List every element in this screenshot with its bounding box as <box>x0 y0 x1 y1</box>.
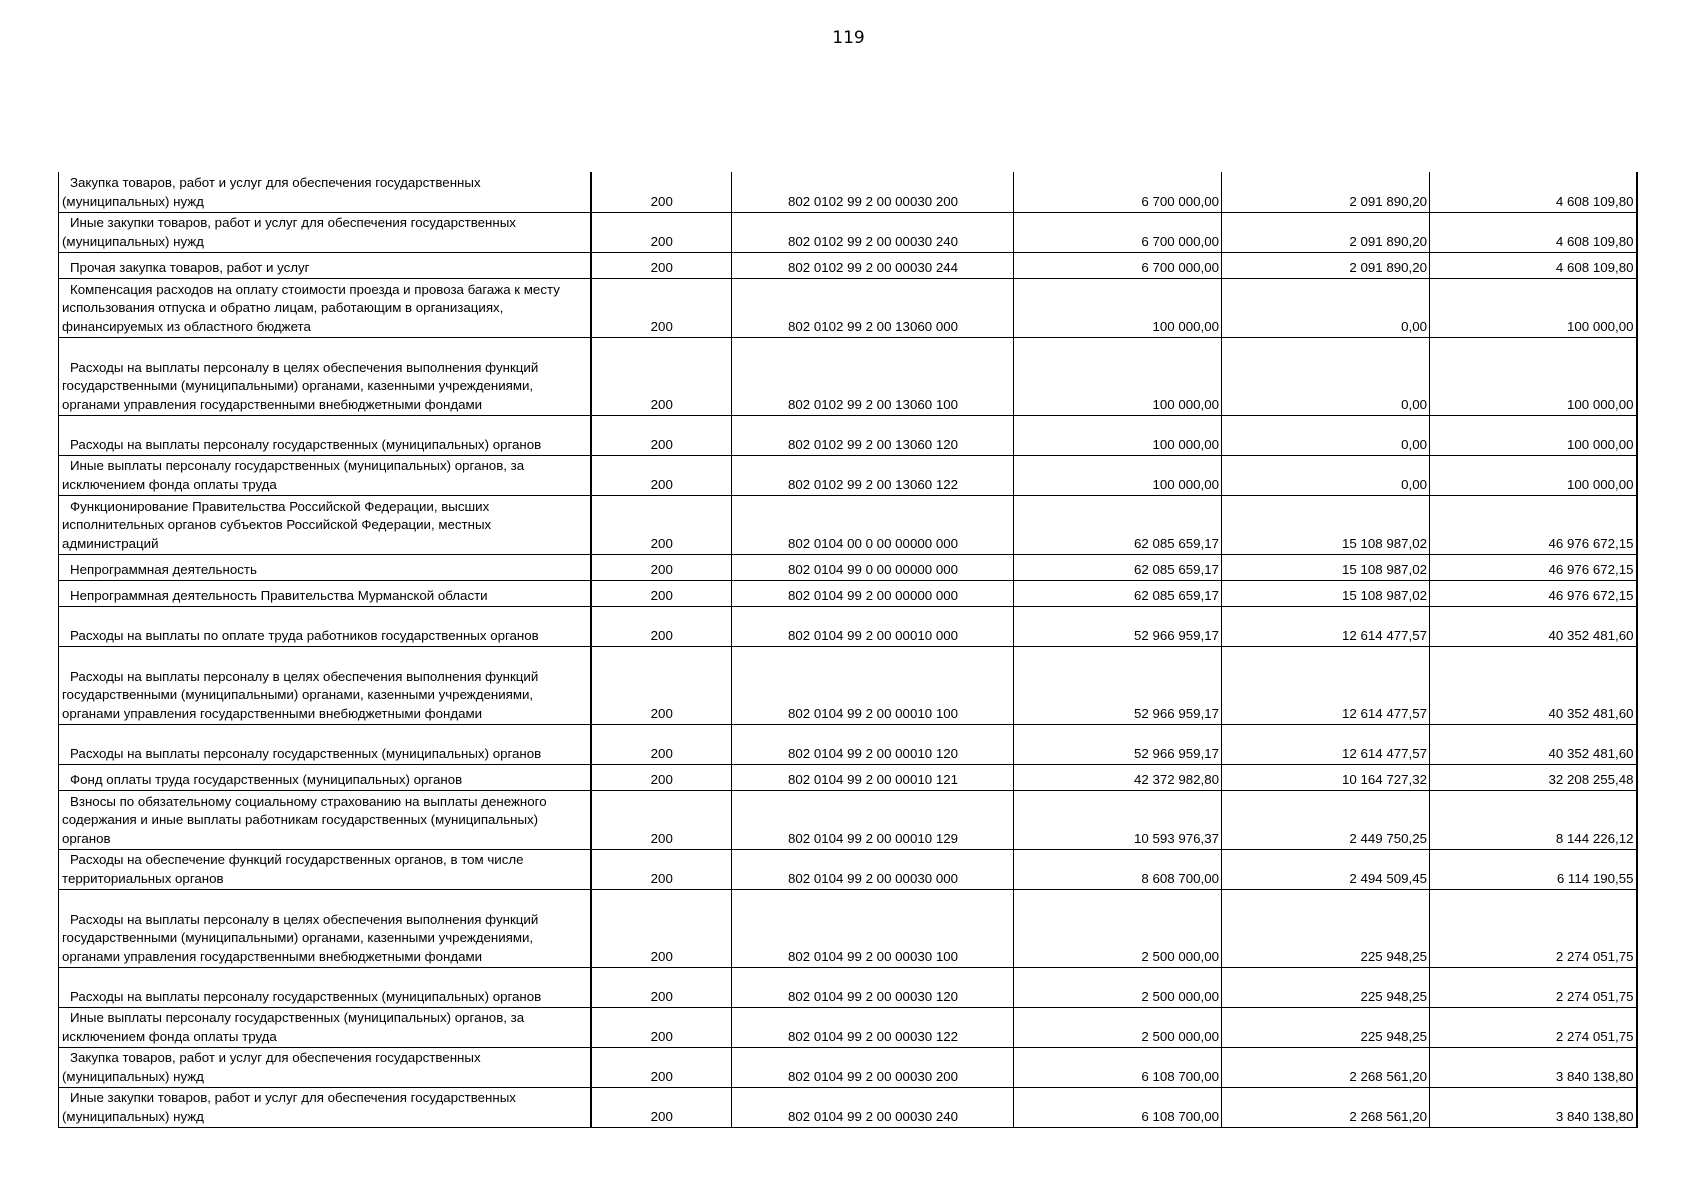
row-name-cell <box>59 337 591 415</box>
table-row <box>59 337 1637 415</box>
row-name-cell <box>59 554 591 580</box>
table-row <box>59 278 1637 337</box>
row-exec-cell: 2 268 561,20 <box>1222 1087 1430 1127</box>
row-plan-cell: 10 593 976,37 <box>1014 790 1222 849</box>
row-code-cell: 200 <box>591 1087 732 1127</box>
row-name-text: Компенсация расходов на оплату стоимости проезда и провоза багажа к месту использования отпуска и обратно лицам, работающим в организациях, финансируемых из областного бюджета <box>62 281 560 334</box>
row-exec-cell: 225 948,25 <box>1222 967 1430 1007</box>
table-row <box>59 849 1637 889</box>
row-plan-cell: 62 085 659,17 <box>1014 495 1222 554</box>
row-rest-cell: 32 208 255,48 <box>1430 764 1637 790</box>
row-code-cell: 200 <box>591 1007 732 1047</box>
row-name-text: Закупка товаров, работ и услуг для обеспечения государственных (муниципальных) нужд <box>62 1050 481 1084</box>
table-row <box>59 889 1637 967</box>
row-kbk-cell: 802 0104 99 2 00 00010 000 <box>732 606 1014 646</box>
row-plan-cell: 2 500 000,00 <box>1014 967 1222 1007</box>
row-rest-cell: 2 274 051,75 <box>1430 1007 1637 1047</box>
row-name-text: Расходы на выплаты персоналу государственных (муниципальных) органов <box>70 745 542 761</box>
row-name-text: Расходы на выплаты по оплате труда работников государственных органов <box>70 627 539 643</box>
row-name-text: Расходы на выплаты персоналу государственных (муниципальных) органов <box>70 436 542 452</box>
row-exec-cell: 15 108 987,02 <box>1222 580 1430 606</box>
row-kbk-cell: 802 0104 99 2 00 00030 120 <box>732 967 1014 1007</box>
row-exec-cell: 12 614 477,57 <box>1222 724 1430 764</box>
row-name-text: Прочая закупка товаров, работ и услуг <box>70 259 310 275</box>
table-row <box>59 606 1637 646</box>
row-name-text: Иные выплаты персоналу государственных (муниципальных) органов, за исключением фонда оплаты труда <box>62 458 525 492</box>
row-name-text: Функционирование Правительства Российской Федерации, высших исполнительных органов субъектов Российской Федерации, местных администраций <box>62 498 492 551</box>
row-rest-cell: 2 274 051,75 <box>1430 889 1637 967</box>
row-name-cell <box>59 1087 591 1127</box>
row-rest-cell: 3 840 138,80 <box>1430 1047 1637 1087</box>
row-plan-cell: 62 085 659,17 <box>1014 580 1222 606</box>
row-code-cell: 200 <box>591 554 732 580</box>
row-kbk-cell: 802 0104 99 2 00 00010 129 <box>732 790 1014 849</box>
row-rest-cell: 4 608 109,80 <box>1430 172 1637 212</box>
row-rest-cell: 40 352 481,60 <box>1430 646 1637 724</box>
row-plan-cell: 52 966 959,17 <box>1014 646 1222 724</box>
table-row <box>59 764 1637 790</box>
row-name-text: Непрограммная деятельность <box>70 561 257 577</box>
row-exec-cell: 2 494 509,45 <box>1222 849 1430 889</box>
row-plan-cell: 42 372 982,80 <box>1014 764 1222 790</box>
row-exec-cell: 15 108 987,02 <box>1222 554 1430 580</box>
row-code-cell: 200 <box>591 646 732 724</box>
row-exec-cell: 225 948,25 <box>1222 889 1430 967</box>
row-name-cell <box>59 252 591 278</box>
row-rest-cell: 100 000,00 <box>1430 415 1637 455</box>
row-name-cell <box>59 455 591 495</box>
row-name-cell <box>59 278 591 337</box>
table-row <box>59 554 1637 580</box>
row-code-cell: 200 <box>591 606 732 646</box>
row-rest-cell: 40 352 481,60 <box>1430 724 1637 764</box>
row-exec-cell: 2 091 890,20 <box>1222 172 1430 212</box>
row-code-cell: 200 <box>591 849 732 889</box>
row-plan-cell: 6 108 700,00 <box>1014 1047 1222 1087</box>
row-exec-cell: 12 614 477,57 <box>1222 646 1430 724</box>
table-row <box>59 415 1637 455</box>
row-plan-cell: 2 500 000,00 <box>1014 1007 1222 1047</box>
row-exec-cell: 15 108 987,02 <box>1222 495 1430 554</box>
row-name-cell <box>59 495 591 554</box>
row-plan-cell: 100 000,00 <box>1014 415 1222 455</box>
table-body <box>59 172 1637 1127</box>
row-kbk-cell: 802 0104 99 2 00 00030 000 <box>732 849 1014 889</box>
row-name-text: Расходы на выплаты персоналу в целях обеспечения выполнения функций государственными (муниципальными) органами, казенными учреждениями, органами управления государственными внебюджетными фондами <box>62 668 539 721</box>
row-rest-cell: 40 352 481,60 <box>1430 606 1637 646</box>
row-name-text: Расходы на выплаты персоналу государственных (муниципальных) органов <box>70 988 542 1004</box>
row-kbk-cell: 802 0104 99 2 00 00030 122 <box>732 1007 1014 1047</box>
row-rest-cell: 100 000,00 <box>1430 278 1637 337</box>
table-row <box>59 790 1637 849</box>
table-row <box>59 252 1637 278</box>
row-name-cell <box>59 415 591 455</box>
row-kbk-cell: 802 0102 99 2 00 00030 244 <box>732 252 1014 278</box>
row-name-cell <box>59 889 591 967</box>
row-code-cell: 200 <box>591 172 732 212</box>
table-row <box>59 646 1637 724</box>
row-kbk-cell: 802 0102 99 2 00 13060 000 <box>732 278 1014 337</box>
table-row <box>59 495 1637 554</box>
row-plan-cell: 2 500 000,00 <box>1014 889 1222 967</box>
row-plan-cell: 100 000,00 <box>1014 278 1222 337</box>
row-kbk-cell: 802 0104 99 2 00 00030 200 <box>732 1047 1014 1087</box>
row-kbk-cell: 802 0104 99 0 00 00000 000 <box>732 554 1014 580</box>
row-exec-cell: 0,00 <box>1222 415 1430 455</box>
table-row <box>59 1047 1637 1087</box>
row-rest-cell: 8 144 226,12 <box>1430 790 1637 849</box>
row-rest-cell: 6 114 190,55 <box>1430 849 1637 889</box>
row-name-text: Расходы на выплаты персоналу в целях обеспечения выполнения функций государственными (муниципальными) органами, казенными учреждениями, органами управления государственными внебюджетными фондами <box>62 359 539 412</box>
row-plan-cell: 62 085 659,17 <box>1014 554 1222 580</box>
row-rest-cell: 46 976 672,15 <box>1430 580 1637 606</box>
row-plan-cell: 6 700 000,00 <box>1014 252 1222 278</box>
row-code-cell: 200 <box>591 967 732 1007</box>
row-name-text: Иные выплаты персоналу государственных (муниципальных) органов, за исключением фонда оплаты труда <box>62 1010 525 1044</box>
row-code-cell: 200 <box>591 764 732 790</box>
row-name-text: Расходы на выплаты персоналу в целях обеспечения выполнения функций государственными (муниципальными) органами, казенными учреждениями, органами управления государственными внебюджетными фондами <box>62 911 539 964</box>
row-rest-cell: 3 840 138,80 <box>1430 1087 1637 1127</box>
row-rest-cell: 2 274 051,75 <box>1430 967 1637 1007</box>
table-row <box>59 580 1637 606</box>
row-kbk-cell: 802 0102 99 2 00 13060 122 <box>732 455 1014 495</box>
row-code-cell: 200 <box>591 580 732 606</box>
row-name-text: Иные закупки товаров, работ и услуг для обеспечения государственных (муниципальных) нужд <box>62 215 516 249</box>
table-row <box>59 1007 1637 1047</box>
row-name-cell <box>59 646 591 724</box>
row-exec-cell: 12 614 477,57 <box>1222 606 1430 646</box>
row-exec-cell: 2 091 890,20 <box>1222 252 1430 278</box>
row-name-cell <box>59 172 591 212</box>
row-exec-cell: 225 948,25 <box>1222 1007 1430 1047</box>
row-kbk-cell: 802 0102 99 2 00 13060 120 <box>732 415 1014 455</box>
row-code-cell: 200 <box>591 252 732 278</box>
row-kbk-cell: 802 0104 99 2 00 00000 000 <box>732 580 1014 606</box>
row-exec-cell: 2 268 561,20 <box>1222 1047 1430 1087</box>
row-code-cell: 200 <box>591 495 732 554</box>
row-name-text: Взносы по обязательному социальному страхованию на выплаты денежного содержания и иные выплаты работникам государственных (муниципальных) органов <box>62 793 547 846</box>
row-name-cell <box>59 724 591 764</box>
row-name-text: Фонд оплаты труда государственных (муниципальных) органов <box>70 771 463 787</box>
row-code-cell: 200 <box>591 455 732 495</box>
row-exec-cell: 0,00 <box>1222 278 1430 337</box>
row-exec-cell: 0,00 <box>1222 337 1430 415</box>
row-kbk-cell: 802 0104 99 2 00 00030 240 <box>732 1087 1014 1127</box>
row-name-cell <box>59 580 591 606</box>
row-plan-cell: 100 000,00 <box>1014 337 1222 415</box>
row-name-cell <box>59 967 591 1007</box>
row-code-cell: 200 <box>591 278 732 337</box>
row-kbk-cell: 802 0102 99 2 00 00030 240 <box>732 212 1014 252</box>
row-code-cell: 200 <box>591 337 732 415</box>
row-kbk-cell: 802 0104 99 2 00 00030 100 <box>732 889 1014 967</box>
row-rest-cell: 4 608 109,80 <box>1430 252 1637 278</box>
row-code-cell: 200 <box>591 790 732 849</box>
row-rest-cell: 4 608 109,80 <box>1430 212 1637 252</box>
table-row <box>59 212 1637 252</box>
budget-table <box>58 172 1638 1128</box>
row-name-text: Закупка товаров, работ и услуг для обеспечения государственных (муниципальных) нужд <box>62 175 481 209</box>
table-row <box>59 1087 1637 1127</box>
row-name-cell <box>59 1047 591 1087</box>
row-kbk-cell: 802 0104 99 2 00 00010 100 <box>732 646 1014 724</box>
row-kbk-cell: 802 0104 00 0 00 00000 000 <box>732 495 1014 554</box>
row-plan-cell: 6 700 000,00 <box>1014 172 1222 212</box>
row-code-cell: 200 <box>591 415 732 455</box>
row-plan-cell: 52 966 959,17 <box>1014 724 1222 764</box>
row-name-text: Расходы на обеспечение функций государственных органов, в том числе территориальных органов <box>62 852 524 886</box>
row-plan-cell: 6 108 700,00 <box>1014 1087 1222 1127</box>
row-exec-cell: 0,00 <box>1222 455 1430 495</box>
table-row <box>59 455 1637 495</box>
row-rest-cell: 100 000,00 <box>1430 455 1637 495</box>
table-row <box>59 172 1637 212</box>
table-row <box>59 967 1637 1007</box>
row-code-cell: 200 <box>591 1047 732 1087</box>
page-number: 119 <box>832 28 865 48</box>
row-kbk-cell: 802 0102 99 2 00 00030 200 <box>732 172 1014 212</box>
row-name-text: Непрограммная деятельность Правительства Мурманской области <box>70 587 488 603</box>
row-rest-cell: 100 000,00 <box>1430 337 1637 415</box>
row-rest-cell: 46 976 672,15 <box>1430 554 1637 580</box>
row-exec-cell: 10 164 727,32 <box>1222 764 1430 790</box>
row-kbk-cell: 802 0104 99 2 00 00010 121 <box>732 764 1014 790</box>
row-exec-cell: 2 449 750,25 <box>1222 790 1430 849</box>
row-plan-cell: 6 700 000,00 <box>1014 212 1222 252</box>
row-exec-cell: 2 091 890,20 <box>1222 212 1430 252</box>
row-name-cell <box>59 849 591 889</box>
row-code-cell: 200 <box>591 212 732 252</box>
row-plan-cell: 8 608 700,00 <box>1014 849 1222 889</box>
row-name-cell <box>59 212 591 252</box>
row-kbk-cell: 802 0104 99 2 00 00010 120 <box>732 724 1014 764</box>
row-name-cell <box>59 764 591 790</box>
row-kbk-cell: 802 0102 99 2 00 13060 100 <box>732 337 1014 415</box>
row-code-cell: 200 <box>591 889 732 967</box>
row-plan-cell: 52 966 959,17 <box>1014 606 1222 646</box>
row-rest-cell: 46 976 672,15 <box>1430 495 1637 554</box>
row-name-text: Иные закупки товаров, работ и услуг для обеспечения государственных (муниципальных) нужд <box>62 1090 516 1124</box>
row-plan-cell: 100 000,00 <box>1014 455 1222 495</box>
row-name-cell <box>59 790 591 849</box>
table-row <box>59 724 1637 764</box>
row-code-cell: 200 <box>591 724 732 764</box>
row-name-cell <box>59 606 591 646</box>
row-name-cell <box>59 1007 591 1047</box>
